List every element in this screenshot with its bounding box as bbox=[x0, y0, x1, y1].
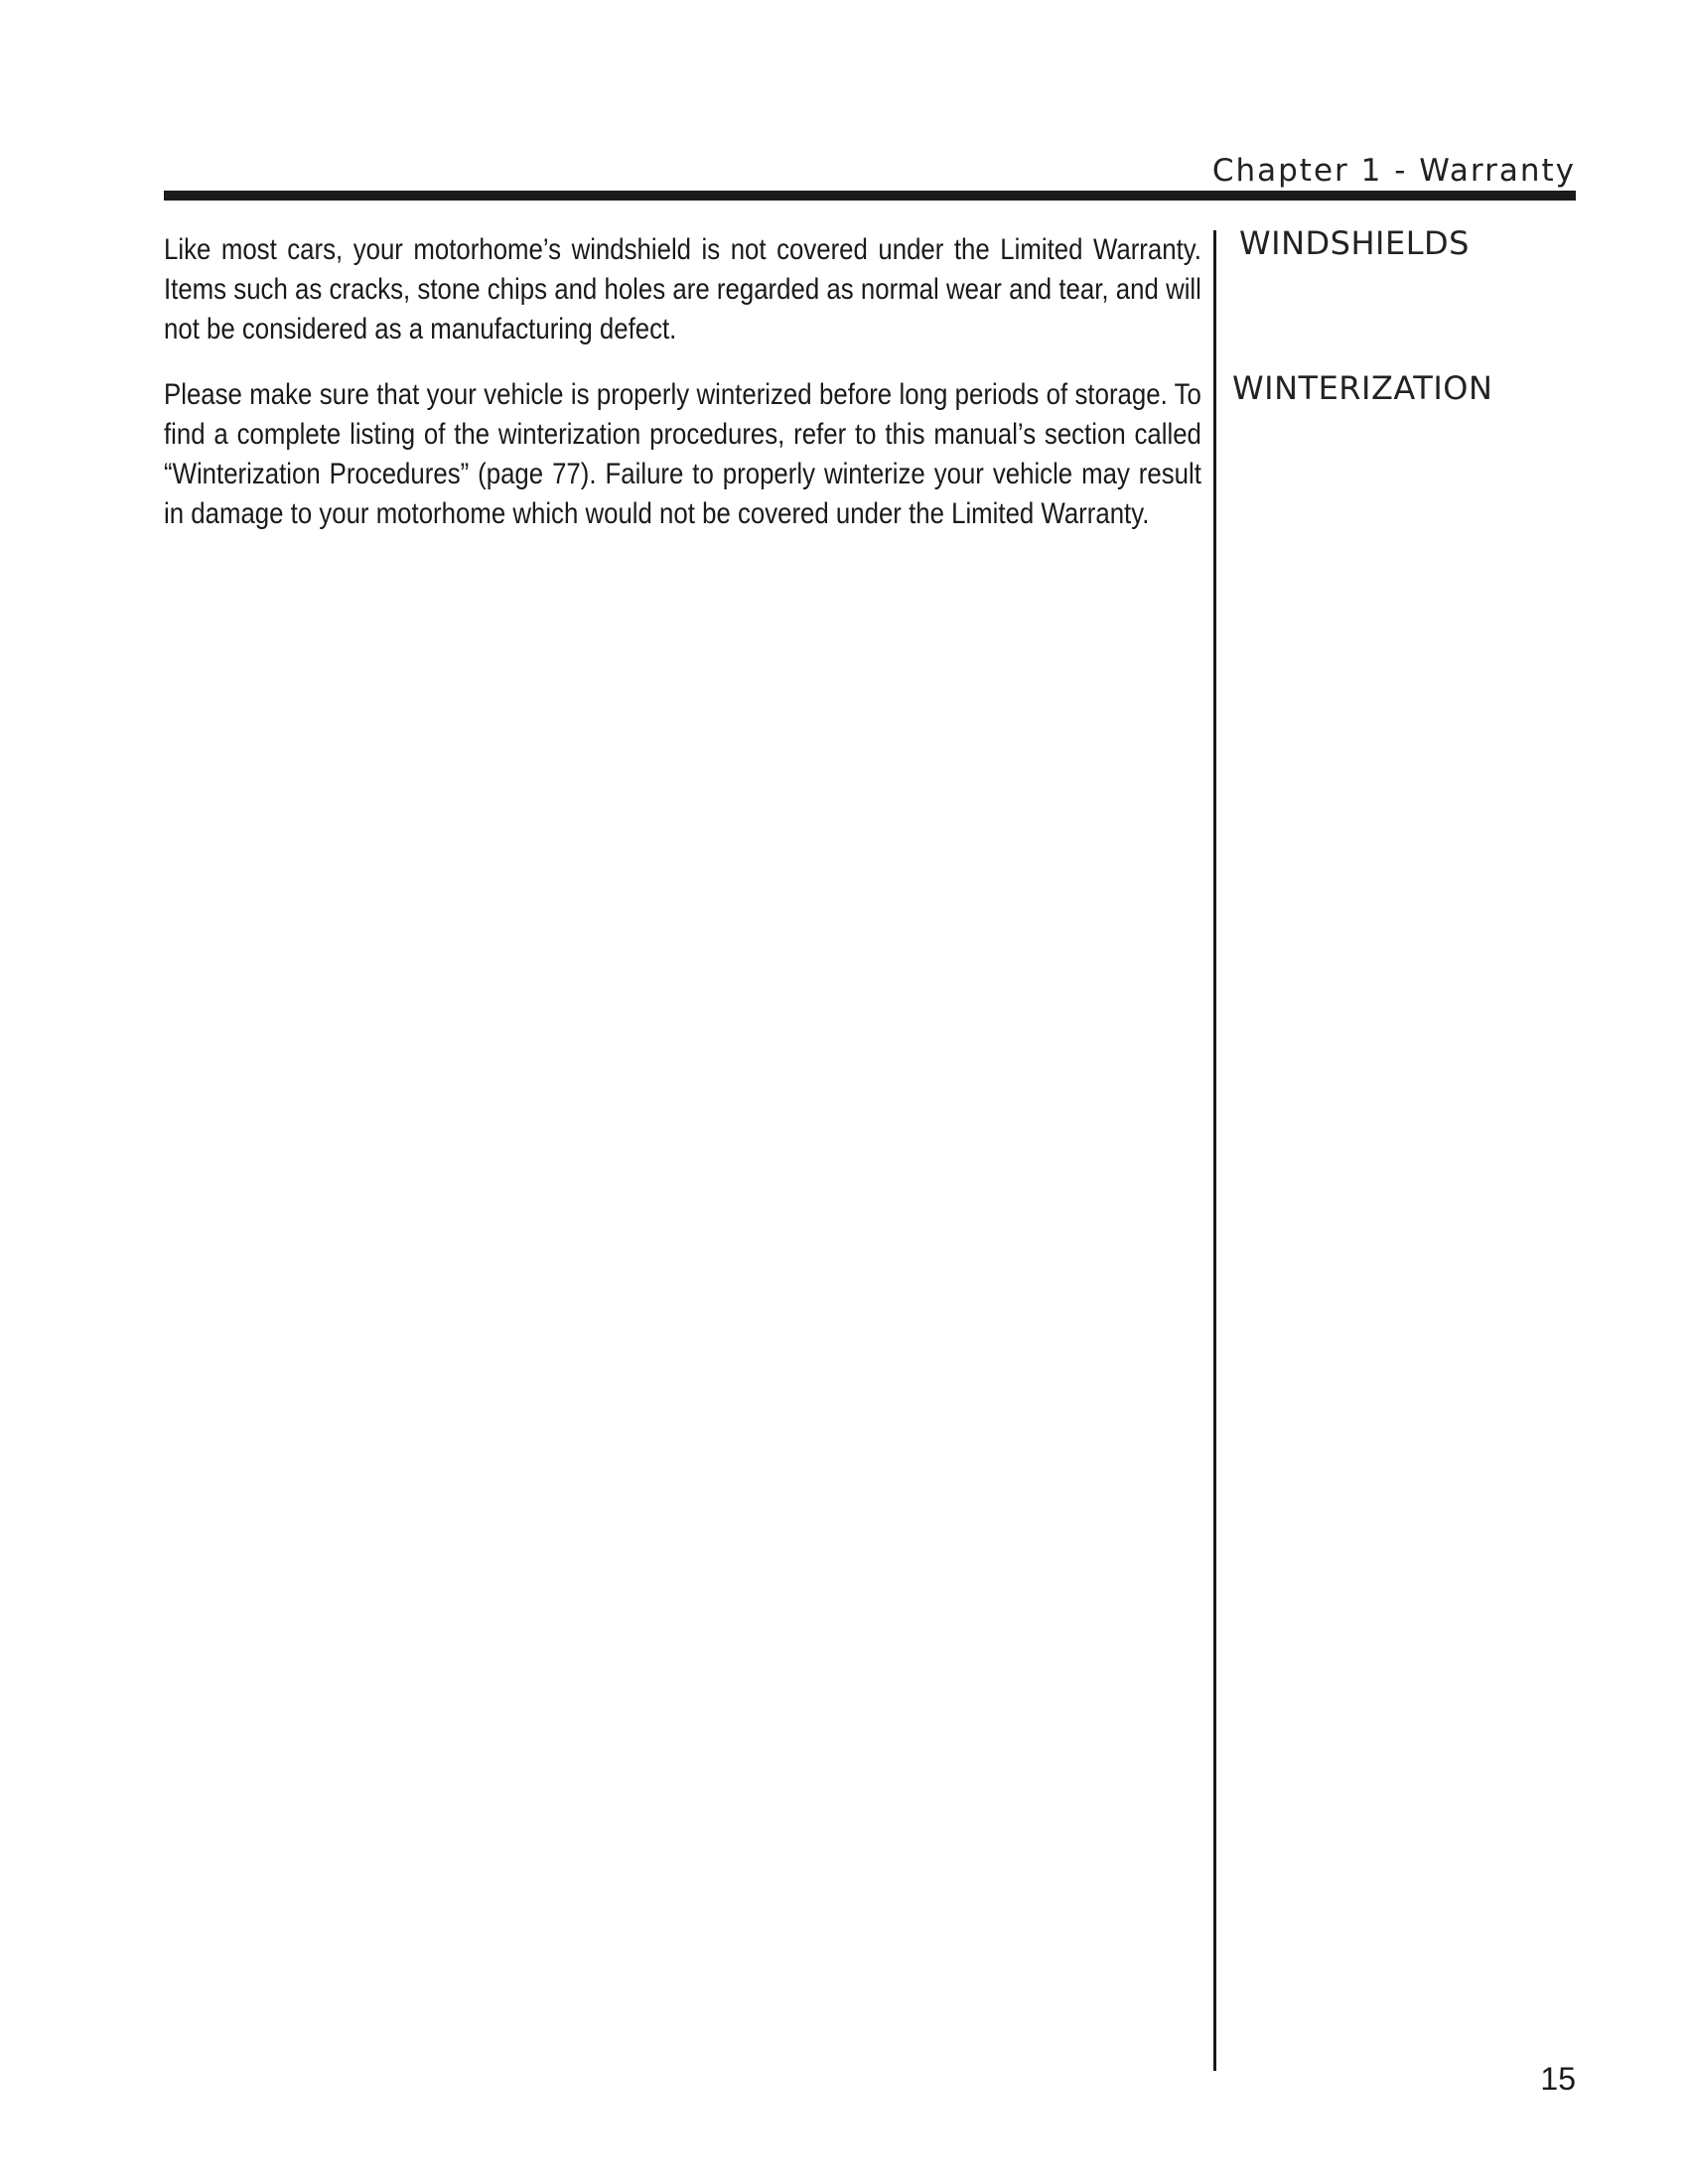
column-divider bbox=[1213, 230, 1216, 2071]
header-rule bbox=[164, 191, 1576, 201]
windshield-paragraph: Like most cars, your motorhome’s windshield is not covered under the Limited Warranty. Items such as cracks, stone chips and holes are regarded as normal wear and tear, and will not be considered as a manufacturing defect. bbox=[164, 233, 1201, 345]
main-text-column bbox=[164, 230, 1201, 560]
sidebar-heading-windshields: WINDSHIELDS bbox=[1239, 224, 1470, 262]
page-number: 15 bbox=[1540, 2061, 1576, 2097]
chapter-title: Chapter 1 - Warranty bbox=[1211, 153, 1576, 189]
sidebar-heading-winterization: WINTERIZATION bbox=[1232, 369, 1493, 407]
winterization-paragraph: Please make sure that your vehicle is properly winterized before long periods of storage. To find a complete listing of the winterization procedures, refer to this manual’s section called “Winterization Procedures” (page 77). Failure to properly winterize your vehicle may result in damage to your motorhome which would not be covered under the Limited Warranty. bbox=[164, 378, 1201, 530]
